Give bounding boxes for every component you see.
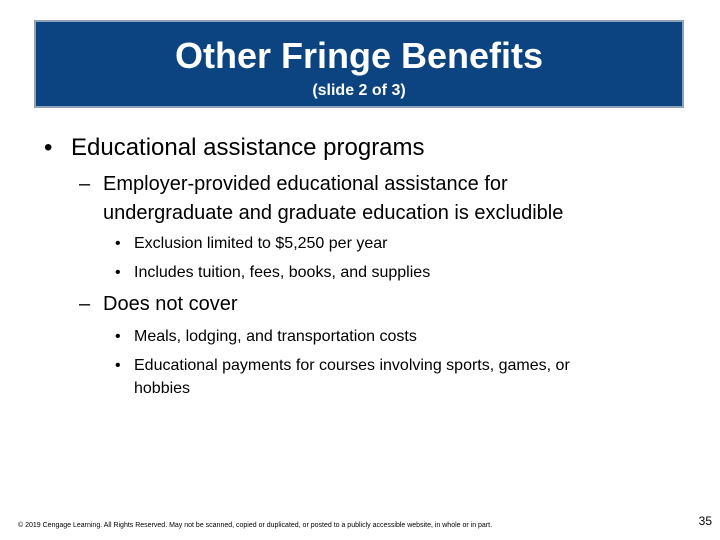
slide-subtitle: (slide 2 of 3): [312, 82, 406, 99]
bullet-marker-level1: •: [44, 134, 53, 161]
sub-bullet-employer-provided-line1: Employer-provided educational assistance for: [103, 173, 508, 195]
sub-sub-bullet-sports-games-line2: hobbies: [134, 380, 191, 397]
sub-sub-bullet-sports-games-line1: Educational payments for courses involving sports, games, or: [134, 357, 570, 374]
bullet-marker-level3: •: [115, 264, 121, 281]
dash-marker-level2: –: [79, 293, 91, 315]
bullet-educational-assistance: Educational assistance programs: [71, 134, 425, 161]
sub-sub-bullet-includes-tuition: Includes tuition, fees, books, and supplies: [134, 264, 431, 281]
page-number: 35: [698, 514, 712, 528]
sub-sub-bullet-exclusion-limit: Exclusion limited to $5,250 per year: [134, 235, 388, 252]
sub-sub-bullet-meals-lodging: Meals, lodging, and transportation costs: [134, 328, 417, 345]
bullet-marker-level3: •: [115, 357, 121, 374]
sub-bullet-employer-provided-line2: undergraduate and graduate education is excludible: [103, 202, 564, 224]
slide-title: Other Fringe Benefits: [174, 35, 544, 76]
copyright-footer: © 2019 Cengage Learning. All Rights Reserved. May not be scanned, copied or duplicated, or posted to a publicly accessible website, in whole or in part.: [18, 522, 493, 529]
bullet-marker-level3: •: [115, 235, 121, 252]
dash-marker-level2: –: [79, 173, 91, 195]
sub-bullet-does-not-cover: Does not cover: [103, 293, 238, 315]
bullet-marker-level3: •: [115, 328, 121, 345]
